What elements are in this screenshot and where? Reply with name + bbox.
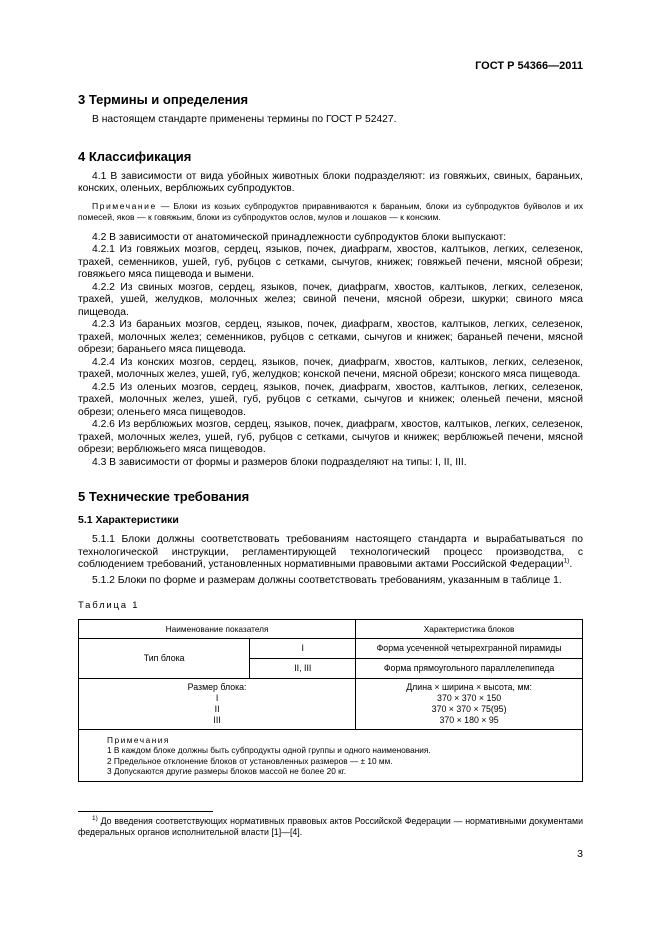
document-code: ГОСТ Р 54366—2011 (475, 60, 583, 72)
footnote-divider (78, 811, 213, 812)
table-note-2: 2 Предельное отклонение блоков от установленных размеров — ± 10 мм. (107, 755, 393, 766)
footnote-ref[interactable]: 1) (563, 557, 570, 565)
size-label: Размер блока: (187, 681, 247, 692)
footnote-text: До введения соответствующих нормативных правовых актов Российской Федерации — нормативными документами федеральных органов исполнительной власти [1]—[4]. (78, 816, 583, 837)
size-II: II (214, 703, 220, 714)
dims-I: 370 × 370 × 150 (437, 692, 502, 703)
table-notes-cell (79, 729, 583, 781)
para-4-2-3: 4.2.3 Из бараньих мозгов, сердец, языков, почек, диафрагм, хвостов, калтыков, легких, селезенок, трахей, молочных желез; семенников, рубцов с сетками, сычугов и книжек; бараньей печени, мясной обрези; бараньего мяса пищевода. (78, 319, 583, 355)
note-text: — Блоки из козьих субпродуктов приравниваются к бараньим, блоки из субпродуктов буйволов и их помесей, яков — к говяжьим, блоки из субпродуктов ослов, мулов и лошаков — к конским. (78, 200, 583, 222)
type-23-cell: II, III (250, 658, 356, 678)
para-4-2-6: 4.2.6 Из верблюжьих мозгов, сердец, языков, почек, диафрагм, хвостов, калтыков, легких, селезенок, трахей, молочных желез, ушей, губ, рубцов с сетками, сычугов и книжек; верблюжьей печени, мясной обрези; верблюжьего мяса пищеводов. (78, 419, 583, 455)
dims-III: 370 × 180 × 95 (439, 714, 499, 725)
col-header-characteristic: Характеристика блоков (356, 619, 583, 638)
table-note-1: 1 В каждом блоке должны быть субпродукты одной группы и одного наименования. (107, 745, 431, 755)
page-number: 3 (577, 848, 583, 860)
table-row (79, 678, 583, 729)
footnote (78, 816, 583, 838)
para-4-2-4: 4.2.4 Из конских мозгов, сердец, языков, почек, диафрагм, хвостов, калтыков, легких, селезенок, трахей, молочных желез, ушей, губ, желудков; конской печени, мясной обрези; конского мяса пищевода. (78, 356, 583, 380)
note-4-1 (78, 201, 583, 223)
table-notes-row (79, 729, 583, 781)
table-notes-title: Примечания (107, 734, 170, 745)
table-note-3: 3 Допускаются другие размеры блоков массой не более 20 кг. (107, 766, 347, 776)
type-23-value: Форма прямоугольного параллелепипеда (356, 658, 583, 678)
table-caption: Таблица 1 (78, 600, 140, 611)
section-3-text: В настоящем стандарте применены термины по ГОСТ Р 52427. (92, 114, 397, 125)
type-1-value: Форма усеченной четырехгранной пирамиды (356, 638, 583, 658)
para-4-2-2: 4.2.2 Из свиных мозгов, сердец, языков, почек, диафрагм, хвостов, калтыков, легких, селезенок, трахей, ушей, желудков, молочных желез; свиной печени, мясной обрези, шкурки; свиного мяса пищевода. (78, 281, 583, 318)
dims-cell (356, 678, 583, 729)
section-4-title: 4 Классификация (78, 148, 192, 164)
table-header-row (79, 619, 583, 638)
para-4-2: 4.2 В зависимости от анатомической принадлежности субпродуктов блоки выпускают: (92, 231, 507, 243)
para-5-1-1-end: . (569, 559, 573, 570)
size-III: III (213, 714, 221, 725)
size-label-cell (79, 678, 356, 729)
table-1 (78, 619, 583, 782)
type-1-cell: I (250, 638, 356, 658)
col-header-parameter: Наименование показателя (79, 619, 356, 638)
table-row (79, 638, 583, 658)
para-4-3: 4.3 В зависимости от формы и размеров блоки подразделяют на типы: I, II, III. (92, 456, 467, 468)
dims-II: 370 × 370 × 75(95) (431, 703, 507, 714)
para-4-2-5: 4.2.5 Из оленьих мозгов, сердец, языков, почек, диафрагм, хвостов, калтыков, легких, селезенок, трахей, молочных желез, ушей, губ, рубцов с сетками, сычугов и книжек; оленьей печени, мясной обрези; оленьего мяса пищеводов. (78, 381, 583, 418)
section-5-title: 5 Технические требования (78, 489, 250, 504)
page-content (78, 92, 583, 782)
note-label: Примечание (92, 200, 157, 211)
para-5-1-1 (78, 534, 583, 572)
size-I: I (215, 692, 219, 703)
section-3-title: 3 Термины и определения (78, 92, 249, 107)
footnote-mark: 1) (92, 815, 98, 823)
type-label-cell: Тип блока (79, 638, 250, 678)
para-5-1-2: 5.1.2 Блоки по форме и размерам должны соответствовать требованиям, указанным в таблице 1. (92, 574, 562, 586)
para-5-1-1-text: 5.1.1 Блоки должны соответствовать требованиям настоящего стандарта и вырабатываться по технологической инструкции, регламентирующей технологический процесс производства, с соблюдением требований, установленных нормативными правовыми актами Российской Федерации (78, 534, 583, 570)
subsection-5-1-title: 5.1 Характеристики (78, 514, 179, 526)
dims-label: Длина × ширина × высота, мм: (406, 681, 532, 692)
para-4-2-1: 4.2.1 Из говяжьих мозгов, сердец, языков, почек, диафрагм, хвостов, калтыков, легких, селезенок, трахей, семенников, ушей, губ, рубцов с сетками, сычугов, книжек; говяжьей печени, мясной обрези; говяжьего мяса пищевода и вымени. (78, 244, 583, 280)
para-4-1: 4.1 В зависимости от вида убойных животных блоки подразделяют: из говяжьих, свиных, бараньих, конских, оленьих, верблюжьих субпродуктов. (78, 170, 583, 194)
